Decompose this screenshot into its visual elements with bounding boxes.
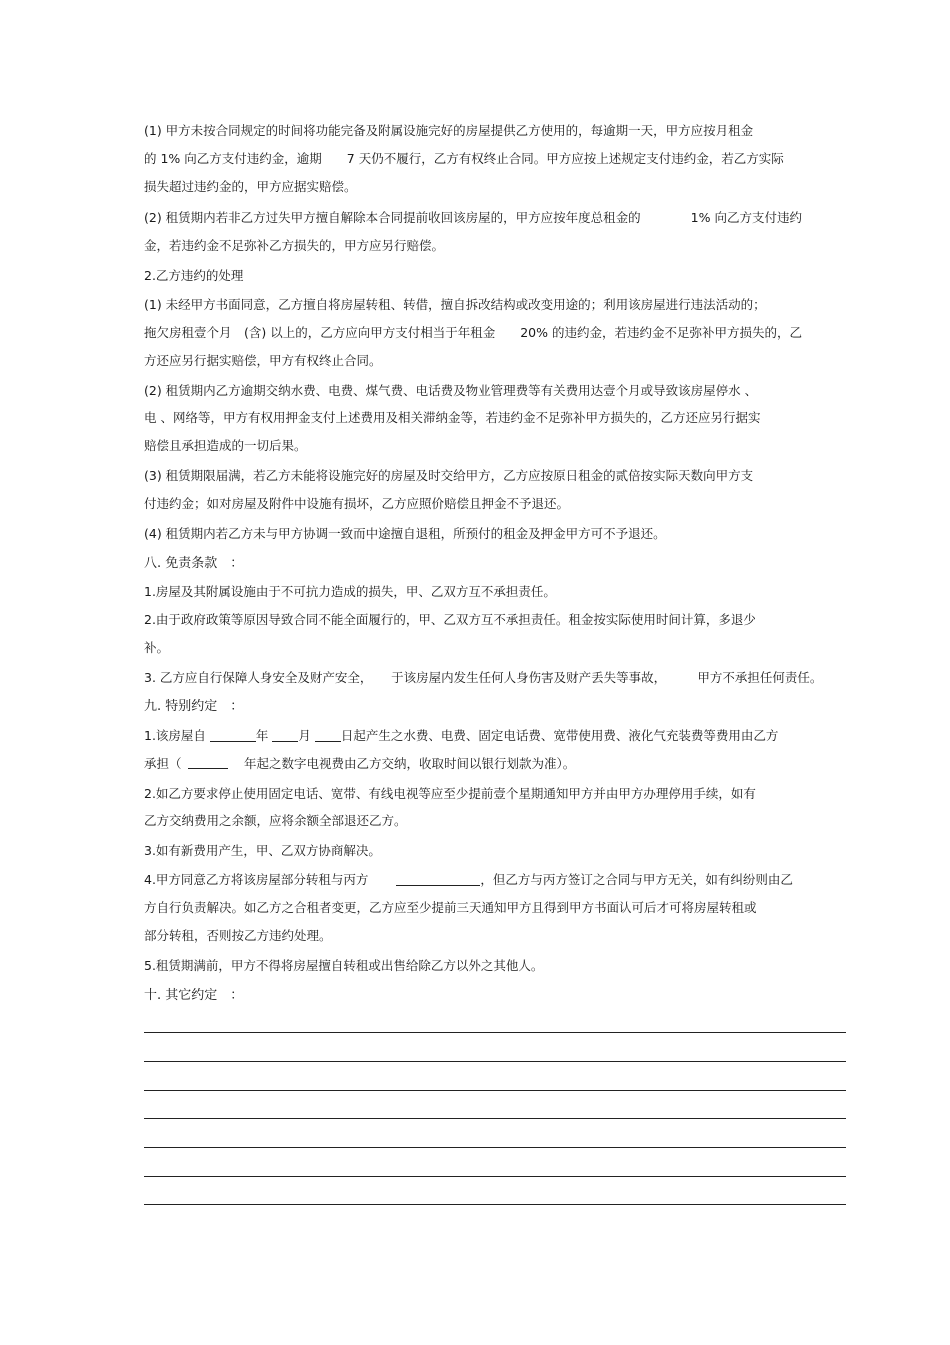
- text-line: 2.如乙方要求停止使用固定电话、宽带、有线电视等应至少提前壹个星期通知甲方并由甲方办理停用手续，如有: [144, 786, 756, 801]
- text-line: 金，若违约金不足弥补乙方损失的，甲方应另行赔偿。: [144, 238, 445, 253]
- blank-writing-line: [144, 1032, 846, 1033]
- text-line: 的 1% 向乙方支付违约金，逾期 7 天仍不履行，乙方有权终止合同。甲方应按上述规定支付违约金，若乙方实际: [144, 151, 784, 166]
- text-line: 3.如有新费用产生，甲、乙双方协商解决。: [144, 843, 381, 858]
- section-heading: 十. 其它约定 ：: [144, 988, 244, 1003]
- day-blank: [315, 729, 341, 742]
- blank-writing-line: [144, 1090, 846, 1091]
- special-item-1: [144, 728, 778, 744]
- month-blank: [272, 729, 298, 742]
- text-line: 2.由于政府政策等原因导致合同不能全面履行的，甲、乙双方互不承担责任。租金按实际使用时间计算，多退少: [144, 612, 756, 627]
- text-line: 损失超过违约金的，甲方应据实赔偿。: [144, 179, 357, 194]
- section-heading: 八. 免责条款 ：: [144, 556, 244, 571]
- third-party-blank: [396, 873, 480, 886]
- text-line: 部分转租，否则按乙方违约处理。: [144, 928, 332, 943]
- text-line: 5.租赁期满前，甲方不得将房屋擅自转租或出售给除乙方以外之其他人。: [144, 958, 544, 973]
- special-item-4-prefix: 4.甲方同意乙方将该房屋部分转租与丙方: [144, 872, 369, 887]
- text-line: (1) 甲方未按合同规定的时间将功能完备及附属设施完好的房屋提供乙方使用的，每逾期一天，甲方应按月租金: [144, 123, 754, 138]
- blank-writing-line: [144, 1176, 846, 1177]
- blank-writing-line: [144, 1061, 846, 1062]
- text-line: 电 、网络等，甲方有权用押金支付上述费用及相关滞纳金等，若违约金不足弥补甲方损失的，乙方还应另行据实: [144, 410, 761, 425]
- text-line: 1.房屋及其附属设施由于不可抗力造成的损失，甲、乙双方互不承担责任。: [144, 584, 556, 599]
- special-item-4-suffix: ，但乙方与丙方签订之合同与甲方无关，如有纠纷则由乙: [480, 872, 793, 887]
- year-blank: [210, 729, 256, 742]
- text-line: 补。: [144, 640, 170, 655]
- blank-writing-line: [144, 1147, 846, 1148]
- special-item-4: [144, 872, 793, 888]
- special-item-1-prefix: 1.该房屋自: [144, 728, 206, 743]
- month-label: 月: [298, 728, 311, 743]
- text-line: 方自行负责解决。如乙方之合租者变更，乙方应至少提前三天通知甲方且得到甲方书面认可后才可将房屋转租或: [144, 900, 757, 915]
- text-line: 赔偿且承担造成的一切后果。: [144, 438, 307, 453]
- text-line: (2) 租赁期内若非乙方过失甲方擅自解除本合同提前收回该房屋的，甲方应按年度总租金的 1% 向乙方支付违约: [144, 210, 802, 225]
- text-line: (4) 租赁期内若乙方未与甲方协调一致而中途擅自退租，所预付的租金及押金甲方可不予退还。: [144, 526, 666, 541]
- text-line: 付违约金；如对房屋及附件中设施有损坏，乙方应照价赔偿且押金不予退还。: [144, 496, 570, 511]
- text-line: (1) 未经甲方书面同意，乙方擅自将房屋转租、转借，擅自拆改结构或改变用途的；利用该房屋进行违法活动的；: [144, 297, 766, 312]
- blank-writing-line: [144, 1204, 846, 1205]
- text-line: (3) 租赁期限届满，若乙方未能将设施完好的房屋及时交给甲方，乙方应按原日租金的贰倍按实际天数向甲方支: [144, 468, 754, 483]
- text-line: (2) 租赁期内乙方逾期交纳水费、电费、煤气费、电话费及物业管理费等有关费用达壹个月或导致该房屋停水 、: [144, 383, 758, 398]
- special-item-1-suffix: 日起产生之水费、电费、固定电话费、宽带使用费、液化气充装费等费用由乙方: [340, 728, 779, 743]
- text-line: 拖欠房租壹个月 (含) 以上的，乙方应向甲方支付相当于年租金 20% 的违约金，若违约金不足弥补甲方损失的，乙: [144, 325, 802, 340]
- text-line: 承担（ 年起之数字电视费由乙方交纳，收取时间以银行划款为准）。: [144, 756, 576, 771]
- digital-tv-year-blank: [188, 756, 228, 769]
- section-heading: 九. 特别约定 ：: [144, 699, 244, 714]
- section-heading: 2.乙方违约的处理: [144, 268, 244, 283]
- text-line: 方还应另行据实赔偿，甲方有权终止合同。: [144, 353, 382, 368]
- text-line: 3. 乙方应自行保障人身安全及财产安全， 于该房屋内发生任何人身伤害及财产丢失等事故， 甲方不承担任何责任。: [144, 670, 823, 685]
- blank-writing-line: [144, 1118, 846, 1119]
- year-label: 年: [255, 728, 269, 743]
- text-line: 乙方交纳费用之余额，应将余额全部退还乙方。: [144, 813, 407, 828]
